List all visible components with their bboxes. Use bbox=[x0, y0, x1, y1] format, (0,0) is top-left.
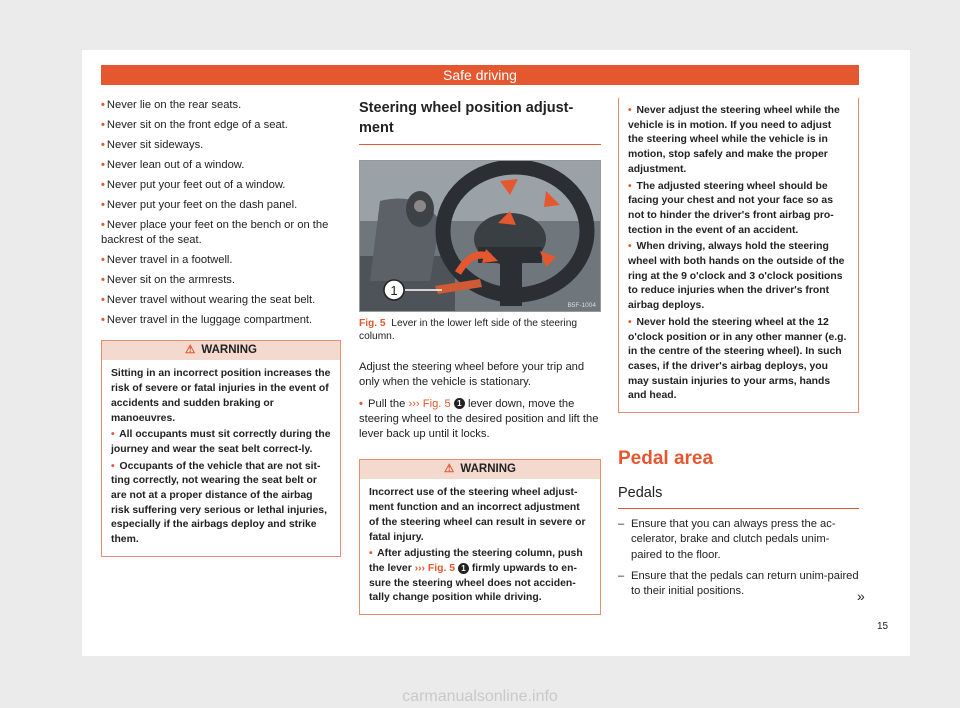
figure-callout-number: 1 bbox=[390, 283, 398, 298]
warning-header: ⚠ WARNING bbox=[102, 341, 340, 360]
bullet-icon: • bbox=[359, 397, 363, 410]
warning-box-steering bbox=[359, 459, 601, 615]
column-left bbox=[101, 98, 341, 557]
callout-number-badge: 1 bbox=[458, 563, 469, 574]
list-item: • Never lie on the rear seats. bbox=[101, 99, 242, 111]
callout-number-badge: 1 bbox=[454, 398, 465, 409]
continue-marker: » bbox=[857, 588, 865, 604]
list-item: • Never travel without wearing the seat belt. bbox=[101, 293, 316, 306]
dash-item: – Ensure that you can always press the ac-celerator, brake and clutch pedals unim-paired to the floor. bbox=[618, 518, 836, 561]
warning-item: • When driving, always hold the steering wheel with both hands on the outside of the ring at the 9 o'clock and 3 o'clock positions to reduce injuries when the driver's front airbag deploys. bbox=[628, 241, 845, 312]
bullet-icon: • bbox=[101, 313, 105, 326]
step-item: • Pull the ››› Fig. 5 1 lever down, move the steering wheel to the desired position and lift the lever back up until it locks. bbox=[359, 397, 599, 441]
bullet-icon: • bbox=[101, 178, 105, 191]
list-item: • Never put your feet out of a window. bbox=[101, 178, 286, 191]
warning-item: • After adjusting the steering column, push the lever ››› Fig. 5 1 firmly upwards to en-sure the steering wheel does not acciden-tally change position while driving. bbox=[369, 548, 583, 604]
figure-steering-wheel bbox=[359, 160, 601, 312]
bullet-icon: • bbox=[101, 253, 105, 266]
site-watermark: carmanualsonline.info bbox=[402, 688, 558, 705]
bullet-icon: • bbox=[111, 429, 115, 441]
section-header: Safe driving bbox=[101, 65, 859, 85]
dash-item: – Ensure that the pedals can return unim-paired to their initial positions. bbox=[618, 569, 859, 598]
warning-item: • Occupants of the vehicle that are not sit-ting correctly, not wearing the seat belt or are not at a proper distance of the airbag risk suffering very serious or lethal injuries, especially if the airbags deploy and strike them. bbox=[111, 460, 327, 546]
safety-rules-list bbox=[101, 98, 341, 327]
list-item: • Never sit sideways. bbox=[101, 138, 204, 151]
warning-body bbox=[619, 98, 858, 412]
bullet-icon: • bbox=[111, 460, 115, 472]
bullet-icon: • bbox=[101, 218, 105, 231]
column-right bbox=[618, 98, 859, 600]
list-item: • Never travel in the luggage compartment. bbox=[101, 313, 313, 326]
list-item: • Never sit on the armrests. bbox=[101, 273, 235, 286]
bullet-icon: • bbox=[101, 198, 105, 211]
section-title-steering: Steering wheel position adjust-ment bbox=[359, 98, 601, 145]
list-item: • Never sit on the front edge of a seat. bbox=[101, 118, 288, 131]
pedal-instructions bbox=[618, 517, 859, 599]
list-item: • Never put your feet on the dash panel. bbox=[101, 198, 298, 211]
list-item: • Never place your feet on the bench or on the backrest of the seat. bbox=[101, 218, 329, 246]
bullet-icon: • bbox=[101, 293, 105, 306]
warning-triangle-icon: ⚠ bbox=[444, 463, 455, 476]
warning-item: • All occupants must sit correctly during the journey and wear the seat belt correct-ly. bbox=[111, 429, 331, 455]
bullet-icon: • bbox=[628, 241, 632, 253]
bullet-icon: • bbox=[101, 273, 105, 286]
bullet-icon: • bbox=[101, 158, 105, 171]
list-item: • Never travel in a footwell. bbox=[101, 253, 233, 266]
warning-box-seating bbox=[101, 340, 341, 556]
warning-header: ⚠ WARNING bbox=[360, 460, 600, 479]
warning-item: • The adjusted steering wheel should be facing your chest and not your face so as not to hinder the driver's front airbag pro-tection in the event of an accident. bbox=[628, 180, 834, 236]
warning-item: • Never adjust the steering wheel while the vehicle is in motion. If you need to adjust the steering wheel while the vehicle is in motion, stop safely and make the proper adjustment. bbox=[628, 105, 840, 175]
warning-body bbox=[102, 360, 340, 555]
figure-code: B5F-1004 bbox=[567, 302, 596, 309]
steering-wheel-illustration bbox=[360, 161, 600, 311]
figure-caption: Fig. 5 Lever in the lower left side of the steering column. bbox=[359, 318, 578, 342]
bullet-icon: • bbox=[628, 316, 632, 328]
subsection-title-pedals: Pedals bbox=[618, 483, 859, 509]
warning-intro: Sitting in an incorrect position increases the risk of severe or fatal injuries in the event of accidents and sudden braking or manoeuvres. bbox=[111, 368, 331, 424]
figure-reference-link[interactable]: ››› Fig. 5 bbox=[414, 563, 456, 574]
warning-intro: Incorrect use of the steering wheel adjust-ment function and an incorrect adjustment of the steering wheel can result in severe or fatal injury. bbox=[369, 487, 586, 543]
warning-body bbox=[360, 479, 600, 614]
section-title-pedal-area: Pedal area bbox=[618, 448, 714, 470]
bullet-icon: • bbox=[628, 180, 632, 192]
steering-instructions bbox=[359, 360, 601, 442]
column-middle bbox=[359, 98, 601, 615]
bullet-icon: • bbox=[101, 118, 105, 131]
list-item: • Never lean out of a window. bbox=[101, 158, 245, 171]
warning-triangle-icon: ⚠ bbox=[185, 344, 196, 357]
page-number: 15 bbox=[877, 621, 889, 632]
bullet-icon: • bbox=[369, 548, 373, 560]
intro-paragraph: Adjust the steering wheel before your trip and only when the vehicle is stationary. bbox=[359, 361, 585, 389]
figure-reference-link[interactable]: ››› Fig. 5 bbox=[408, 397, 451, 410]
warning-box-continued bbox=[618, 98, 859, 413]
bullet-icon: • bbox=[101, 99, 105, 111]
warning-item: • Never hold the steering wheel at the 12 o'clock position or in any other manner (e.g. in the centre of the steering wheel). In such cases, if the driver's airbag deploys, you may sustain injuries to your arms, hands and head. bbox=[628, 316, 847, 402]
bullet-icon: • bbox=[628, 105, 632, 116]
bullet-icon: • bbox=[101, 138, 105, 151]
